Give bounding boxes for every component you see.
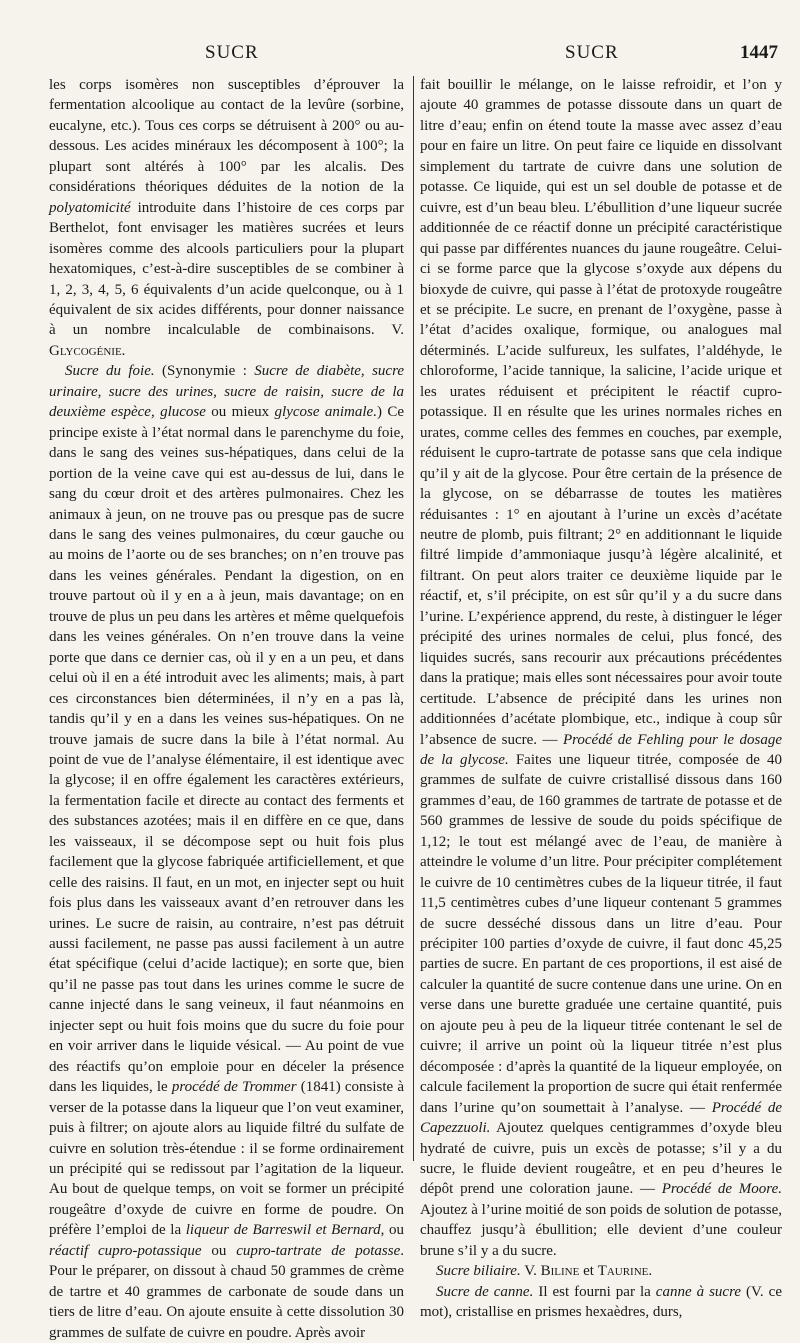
text: V. [520, 1263, 541, 1280]
entry-heading: Sucre de canne. [436, 1283, 534, 1300]
paragraph-sucre-de-canne [420, 1282, 782, 1323]
cross-reference: Biline [540, 1263, 580, 1280]
header-right-word: SUCR [565, 42, 619, 63]
text: Il est fourni par la [533, 1283, 656, 1300]
italic-term: Sucre de diabète, sucre urinaire, sucre des urines, sucre de raisin, sucre de la deuxième espèce, glucose [49, 363, 405, 421]
text: (1841) consiste à verser de la potasse dans la liqueur que l’on veut examiner, puis à filtrer; on ajoute alors au liquide filtré du sulfate de cuivre en solution très-étendue : il se forme ordinairement un précipité qui se redissout par l’agitation de la liqueur. Au bout de quelque temps, on voit se former un précipité rougeâtre d’oxyde de cuivre en forme de poudre. On préfère l’emploi de la [49, 1079, 404, 1239]
right-column [420, 75, 783, 1321]
cross-reference: Glycogénie. [49, 342, 126, 359]
text: ) Ce principe existe à l’état normal dans le parenchyme du foie, dans le sang des veines sus-hépatiques, dans celui de la portion de la veine cave qui est au-dessus de lui, dans le sang du cœur droit et des artères pulmonaires. Chez les animaux à jeun, on ne trouve pas ou presque pas de sucre dans le sang des veines pulmonaires, du cœur gauche ou au moins de l’aorte ou de ses branches; on n’en trouve pas dans les veines générales. Pendant la digestion, on en trouve partout où il y en a à jeun, mais davantage; on en trouve de plus un peu dans les artères et même quelquefois dans les veines générales. On n’en trouve dans la veine porte que dans ce dernier cas, où il y en a un peu, et dans celui où il en a été introduit avec les aliments; mais, à part ces circonstances bien déterminées, il n’y en a pas là, tandis qu’il y en a dans les veines sus-hépatiques. On ne trouve jamais de sucre dans la bile à l’état normal. Au point de vue de l’analyse élémentaire, il est identique avec la glycose; il en offre également les caractères extérieurs, la fermentation facile et directe au contact des ferments et des substances azotées; mais il en diffère en ce que, dans les vaisseaux, il se décompose sept ou huit fois plus facilement que la glycose fabriquée artificiellement, et que celle des raisins. Il faut, en un mot, en injecter sept ou huit fois plus dans les vaisseaux avant d’en retrouver dans les urines. Le sucre de raisin, au contraire, n’est pas détruit aussi facilement, ne passe pas aussi facilement à un autre état spécifique (celui d’acide lactique); en sorte que, bien qu’il ne passe pas tout dans les urines comme le sucre de canne injecté dans le sang veineux, il faut néanmoins en injecter sept ou huit fois moins que du sucre du foie pour en voir arriver dans le liquide vésical. — Au point de vue des réactifs qu’on emploie pour en déceler la présence dans les liquides, le [49, 404, 404, 1096]
text: introduite dans l’histoire de ces corps par Berthelot, font envisager les matières sucrées et leurs isomères comme des alcools particuliers pour la plupart hexatomiques, c’est-à-dire susceptibles de se combiner à 1, 2, 3, 4, 5, 6 équivalents d’un acide quelconque, ou à 1 équivalent de six acides différents, pour donner naissance à un nombre incalculable de combinaisons. V. [49, 199, 404, 339]
text: et [579, 1263, 598, 1280]
header-left-word: SUCR [205, 42, 259, 63]
text: (Synonymie : [154, 363, 255, 380]
text: Ajoutez quelques centigrammes d’oxyde bleu hydraté de cuivre, puis un excès de potasse; s’il y a du sucre, le fluide devient rougeâtre, et en peu d’heures le dépôt prend une coloration jaune. — [420, 1120, 782, 1198]
italic-term: procédé de Trommer [171, 1079, 297, 1096]
text: (V. ce mot), cristallise en prismes hexaèdres, durs, [420, 1283, 782, 1321]
running-header [0, 42, 800, 72]
italic-term: cupro-tartrate de potasse [236, 1242, 401, 1259]
text: fait bouillir le mélange, on le laisse refroidir, et l’on y ajoute 40 grammes de potasse dissoute dans un quart de litre d’eau; enfin on étend toute la masse avec assez d’eau pour en faire un litre. On peut faire ce liquide en dissolvant simplement du tartrate de cuivre dans une solution de potasse. Ce liquide, qui est un sel double de potasse et de cuivre, est d’un beau bleu. L’ébullition d’une liqueur sucrée additionnée de ce réactif donne un précipité caractéristique qui passe par différentes nuances du jaune rougeâtre. Celui-ci se forme parce que la glycose s’oxyde aux dépens du bioxyde de cuivre, qui passe à l’état de protoxyde rougeâtre et se précipite. Le sucre, en prenant de l’oxygène, passe à l’état d’acides oxalique, formique, ou analogues mal déterminés. L’acide sulfureux, les sulfates, l’aldéhyde, le chloroforme, l’acide tannique, la salicine, l’acide urique et les urates réduisent et précipitent le réactif cupro-potassique. Il en résulte que les urines normales riches en urates, comme celles des femmes en couches, par exemple, réduisent le cupro-tartrate de potasse sans que cela indique qu’il y ait de la glycose. Pour être certain de la présence de la glycose, on se débarrasse de toutes les matières réduisantes : 1° en ajoutant à l’urine un excès d’acétate neutre de plomb, puis filtrant; 2° en additionnant le liquide filtré limpide d’ammoniaque jusqu’à légère alcalinité, et filtrant. On peut alors traiter ce deuxième liquide par le réactif, et, s’il précipite, on est sûr qu’il y a du sucre dans l’urine. L’expérience apprend, du reste, à distinguer le léger précipité des urines normales de celui, plus foncé, des liquides sucrés, sans recourir aux précautions précédentes dans la pratique; mais elles sont nécessaires pour avoir toute certitude. L’absence de précipité dans les urines non additionnées d’acétate plombique, etc., indique à coup sûr l’absence de sucre. — [420, 77, 782, 748]
italic-term: Procédé de Capezzuoli. [420, 1099, 782, 1137]
entry-heading: Sucre biliaire. [436, 1263, 521, 1280]
paragraph [420, 75, 782, 1261]
cross-reference: Taurine. [597, 1263, 653, 1280]
paragraph [49, 75, 404, 361]
text: Faites une liqueur titrée, composée de 40 grammes de sulfate de cuivre cristallisé dissous dans 160 grammes d’eau, de 160 grammes de tartrate de potasse et de 560 grammes de lessive de soude du poids spécifique de 1,12; le tout est mélangé avec de l’eau, de manière à atteindre le volume d’un litre. Pour précipiter complétement le cuivre de 10 centimètres cubes de la liqueur titrée, il faut 11,5 centimètres cubes d’une liqueur contenant 5 grammes de sucre desséché dissous dans un litre d’eau. Pour précipiter 100 parties d’oxyde de cuivre, il faut donc 45,25 parties de sucre. En partant de ces proportions, il est aisé de calculer la quantité de sucre contenue dans une urine. On en verse dans une burette graduée une certaine quantité, puis on ajoute peu à peu de la liqueur titrée contenant le sel de cuivre; il arrive un point où la liqueur titrée n’est plus décomposée : d’après la quantité de la liqueur employée, on calcule facilement la proportion de sucre qui était renfermée dans l’urine qu’on soumettait à l’analyse. — [420, 751, 782, 1116]
text: les corps isomères non susceptibles d’éprouver la fermentation alcoolique au contact de la levûre (sorbine, eucalyne, etc.). Tous ces corps se détruisent à 200° ou au-dessous. Les acides minéraux les décomposent à 100°; la plupart sont altérés à 100° par les alcalis. Des considérations théoriques déduites de la notion de la [49, 77, 404, 196]
italic-term: glycose animale. [274, 404, 377, 421]
left-column [49, 75, 405, 1341]
text: , ou [380, 1222, 405, 1239]
text: ou [201, 1242, 237, 1259]
text: Ajoutez à l’urine moitié de son poids de solution de potasse, chauffez jusqu’à ébullition; elle devient d’une couleur brune s’il y a du sucre. [420, 1201, 783, 1259]
italic-term: liqueur de Barreswil et Bernard [185, 1222, 381, 1239]
text: ou mieux [205, 404, 275, 421]
paragraph-sucre-du-foie [49, 361, 404, 1343]
text: . Pour le préparer, on dissout à chaud 50 grammes de crème de tartre et 40 grammes de carbonate de soude dans un tiers de litre d’eau. On ajoute ensuite à cette dissolution 30 grammes de sulfate de cuivre en poudre. Après avoir [49, 1242, 404, 1341]
paragraph-sucre-biliaire [420, 1261, 782, 1281]
italic-term: Procédé de Fehling pour le dosage de la glycose. [420, 731, 783, 768]
italic-term: polyatomicité [49, 199, 131, 216]
italic-term: canne à sucre [655, 1283, 742, 1300]
italic-term: Procédé de Moore. [661, 1181, 782, 1198]
italic-term: réactif cupro-potassique [49, 1242, 202, 1259]
page-number: 1447 [740, 42, 778, 63]
entry-heading: Sucre du foie. [65, 363, 155, 380]
column-divider [413, 76, 414, 1161]
